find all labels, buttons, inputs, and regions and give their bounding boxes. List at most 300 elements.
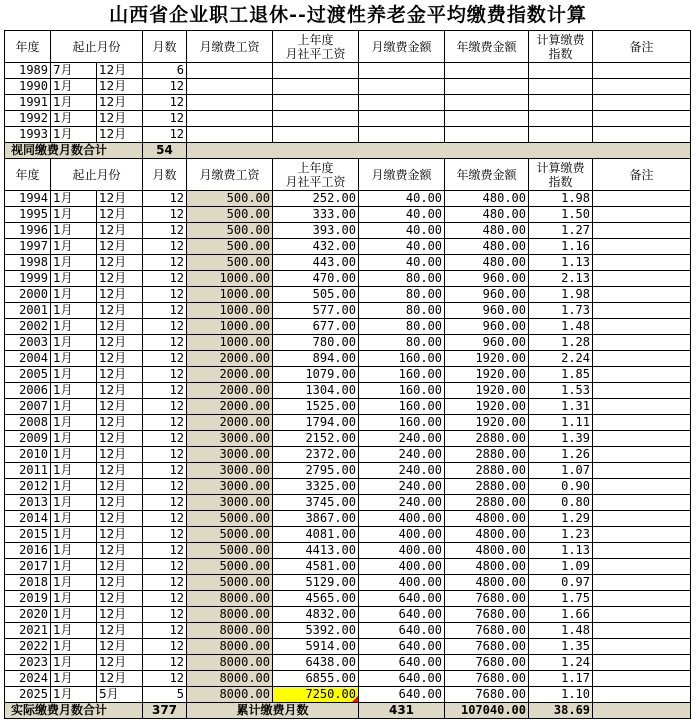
cell-yearly-amount[interactable]: 7680.00 — [445, 591, 529, 607]
cell-start-month[interactable]: 1月 — [51, 543, 97, 559]
cell-monthly-amount[interactable] — [359, 63, 445, 79]
cell-note[interactable] — [593, 447, 691, 463]
cell-start-month[interactable]: 1月 — [51, 79, 97, 95]
cell-index[interactable]: 1.07 — [529, 463, 593, 479]
cell-note[interactable] — [593, 335, 691, 351]
cell-note[interactable] — [593, 655, 691, 671]
cell-yearly-amount[interactable]: 2880.00 — [445, 479, 529, 495]
cell-index[interactable]: 1.10 — [529, 687, 593, 703]
cell-yearly-amount[interactable]: 1920.00 — [445, 351, 529, 367]
cell-note[interactable] — [593, 287, 691, 303]
cell-year[interactable]: 2001 — [5, 303, 51, 319]
cell-months[interactable]: 12 — [143, 511, 187, 527]
cell-year[interactable]: 2012 — [5, 479, 51, 495]
cell-note[interactable] — [593, 479, 691, 495]
cell-year[interactable]: 1992 — [5, 111, 51, 127]
cell-months[interactable]: 12 — [143, 383, 187, 399]
cell-index[interactable] — [529, 127, 593, 143]
cell-year[interactable]: 2017 — [5, 559, 51, 575]
cell-yearly-amount[interactable]: 480.00 — [445, 239, 529, 255]
cell-wage[interactable]: 1000.00 — [187, 303, 273, 319]
cell-yearly-amount[interactable]: 480.00 — [445, 191, 529, 207]
cell-index[interactable]: 1.16 — [529, 239, 593, 255]
cell-index[interactable]: 2.13 — [529, 271, 593, 287]
cell-note[interactable] — [593, 495, 691, 511]
cell-year[interactable]: 1997 — [5, 239, 51, 255]
cell-end-month[interactable]: 12月 — [97, 639, 143, 655]
cell-yearly-amount[interactable]: 960.00 — [445, 287, 529, 303]
cell-index[interactable] — [529, 111, 593, 127]
cell-end-month[interactable]: 12月 — [97, 271, 143, 287]
cell-end-month[interactable]: 12月 — [97, 415, 143, 431]
cell-index[interactable]: 0.97 — [529, 575, 593, 591]
cell-start-month[interactable]: 1月 — [51, 399, 97, 415]
cell-yearly-amount[interactable]: 480.00 — [445, 223, 529, 239]
cell-year[interactable]: 2018 — [5, 575, 51, 591]
cell-note[interactable] — [593, 623, 691, 639]
cell-months[interactable]: 12 — [143, 463, 187, 479]
cell-end-month[interactable]: 12月 — [97, 463, 143, 479]
cell-start-month[interactable]: 1月 — [51, 207, 97, 223]
cell-monthly-amount[interactable]: 400.00 — [359, 559, 445, 575]
cell-note[interactable] — [593, 271, 691, 287]
col-header-monthly-amount[interactable]: 月缴费金额 — [359, 159, 445, 191]
cell-year[interactable]: 1991 — [5, 95, 51, 111]
cell-wage[interactable]: 2000.00 — [187, 351, 273, 367]
cell-monthly-amount[interactable]: 160.00 — [359, 415, 445, 431]
cell-yearly-amount[interactable]: 2880.00 — [445, 463, 529, 479]
cell-months[interactable]: 12 — [143, 591, 187, 607]
cell-months[interactable]: 12 — [143, 287, 187, 303]
col-header-index[interactable]: 计算缴费 指数 — [529, 31, 593, 63]
cell-monthly-amount[interactable] — [359, 127, 445, 143]
cell-year[interactable]: 2000 — [5, 287, 51, 303]
cell-months[interactable]: 12 — [143, 655, 187, 671]
cell-yearly-amount[interactable]: 4800.00 — [445, 559, 529, 575]
cell-wage[interactable]: 1000.00 — [187, 335, 273, 351]
cell-monthly-amount[interactable]: 80.00 — [359, 335, 445, 351]
cell-start-month[interactable]: 1月 — [51, 559, 97, 575]
cell-end-month[interactable]: 5月 — [97, 687, 143, 703]
cell-note[interactable] — [593, 511, 691, 527]
cell-index[interactable]: 0.80 — [529, 495, 593, 511]
cell-monthly-amount[interactable]: 80.00 — [359, 287, 445, 303]
cell-start-month[interactable]: 1月 — [51, 111, 97, 127]
cell-yearly-amount[interactable]: 1920.00 — [445, 383, 529, 399]
cell-months[interactable]: 12 — [143, 303, 187, 319]
cell-start-month[interactable]: 1月 — [51, 127, 97, 143]
cell-end-month[interactable]: 12月 — [97, 287, 143, 303]
cell-index[interactable]: 1.24 — [529, 655, 593, 671]
cell-monthly-amount[interactable]: 40.00 — [359, 223, 445, 239]
cell-index[interactable]: 1.09 — [529, 559, 593, 575]
cell-year[interactable]: 2023 — [5, 655, 51, 671]
cell-monthly-amount[interactable]: 400.00 — [359, 543, 445, 559]
col-header-note[interactable]: 备注 — [593, 31, 691, 63]
cell-avg-wage[interactable]: 1794.00 — [273, 415, 359, 431]
deemed-total-value[interactable]: 54 — [143, 143, 187, 159]
cell-yearly-amount[interactable]: 480.00 — [445, 207, 529, 223]
cell-monthly-amount[interactable]: 240.00 — [359, 447, 445, 463]
cell-start-month[interactable]: 1月 — [51, 319, 97, 335]
cell-wage[interactable]: 8000.00 — [187, 623, 273, 639]
cell-avg-wage[interactable]: 4565.00 — [273, 591, 359, 607]
cell-yearly-amount[interactable] — [445, 63, 529, 79]
cell-note[interactable] — [593, 415, 691, 431]
cell-year[interactable]: 1996 — [5, 223, 51, 239]
cell-index[interactable]: 1.35 — [529, 639, 593, 655]
cell-yearly-amount[interactable]: 7680.00 — [445, 639, 529, 655]
cell-avg-wage[interactable]: 5129.00 — [273, 575, 359, 591]
col-header-months[interactable]: 月数 — [143, 31, 187, 63]
cell-months[interactable]: 5 — [143, 687, 187, 703]
cell-avg-wage[interactable]: 505.00 — [273, 287, 359, 303]
cell-note[interactable] — [593, 607, 691, 623]
cell-monthly-amount[interactable]: 640.00 — [359, 591, 445, 607]
cell-end-month[interactable]: 12月 — [97, 239, 143, 255]
cell-yearly-amount[interactable]: 7680.00 — [445, 671, 529, 687]
cell-start-month[interactable]: 1月 — [51, 463, 97, 479]
cell-monthly-amount[interactable]: 80.00 — [359, 271, 445, 287]
cell-year[interactable]: 2019 — [5, 591, 51, 607]
cell-year[interactable]: 1990 — [5, 79, 51, 95]
cell-yearly-amount[interactable]: 480.00 — [445, 255, 529, 271]
cell-yearly-amount[interactable]: 4800.00 — [445, 527, 529, 543]
cell-avg-wage[interactable]: 470.00 — [273, 271, 359, 287]
cell-avg-wage[interactable]: 6438.00 — [273, 655, 359, 671]
cell-year[interactable]: 2016 — [5, 543, 51, 559]
cell-end-month[interactable]: 12月 — [97, 79, 143, 95]
cell-months[interactable]: 12 — [143, 255, 187, 271]
cell-note[interactable] — [593, 207, 691, 223]
cell-year[interactable]: 2015 — [5, 527, 51, 543]
cell-index[interactable]: 1.48 — [529, 623, 593, 639]
cell-start-month[interactable]: 1月 — [51, 655, 97, 671]
cell-index[interactable] — [529, 63, 593, 79]
cell-avg-wage[interactable]: 333.00 — [273, 207, 359, 223]
cell-wage[interactable]: 8000.00 — [187, 639, 273, 655]
cell-index[interactable]: 1.13 — [529, 543, 593, 559]
cell-index[interactable]: 1.23 — [529, 527, 593, 543]
cell-year[interactable]: 2021 — [5, 623, 51, 639]
cell-index[interactable]: 2.24 — [529, 351, 593, 367]
cell-months[interactable]: 12 — [143, 623, 187, 639]
cell-end-month[interactable]: 12月 — [97, 543, 143, 559]
col-header-monthly-amount[interactable]: 月缴费金额 — [359, 31, 445, 63]
cell-wage[interactable]: 500.00 — [187, 191, 273, 207]
cell-months[interactable]: 12 — [143, 79, 187, 95]
cell-yearly-amount[interactable]: 4800.00 — [445, 511, 529, 527]
cell-index[interactable]: 1.29 — [529, 511, 593, 527]
cell-start-month[interactable]: 1月 — [51, 415, 97, 431]
cell-months[interactable]: 12 — [143, 447, 187, 463]
cell-end-month[interactable]: 12月 — [97, 431, 143, 447]
cell-months[interactable]: 12 — [143, 335, 187, 351]
col-header-avg-wage[interactable]: 上年度 月社平工资 — [273, 159, 359, 191]
cell-yearly-amount[interactable]: 960.00 — [445, 303, 529, 319]
cell-start-month[interactable]: 1月 — [51, 367, 97, 383]
cell-wage[interactable]: 500.00 — [187, 239, 273, 255]
cell-end-month[interactable]: 12月 — [97, 255, 143, 271]
cell-monthly-amount[interactable]: 400.00 — [359, 527, 445, 543]
col-header-months[interactable]: 月数 — [143, 159, 187, 191]
cell-months[interactable]: 12 — [143, 607, 187, 623]
cell-yearly-amount[interactable] — [445, 127, 529, 143]
cell-months[interactable]: 12 — [143, 239, 187, 255]
cell-start-month[interactable]: 1月 — [51, 223, 97, 239]
cell-end-month[interactable]: 12月 — [97, 207, 143, 223]
cell-start-month[interactable]: 1月 — [51, 431, 97, 447]
cell-months[interactable]: 12 — [143, 207, 187, 223]
cell-start-month[interactable]: 1月 — [51, 271, 97, 287]
cell-monthly-amount[interactable]: 640.00 — [359, 687, 445, 703]
cell-year[interactable]: 2022 — [5, 639, 51, 655]
cell-year[interactable]: 2008 — [5, 415, 51, 431]
cell-note[interactable] — [593, 367, 691, 383]
cell-year[interactable]: 1998 — [5, 255, 51, 271]
cell-months[interactable]: 12 — [143, 95, 187, 111]
cell-avg-wage[interactable]: 780.00 — [273, 335, 359, 351]
cell-end-month[interactable]: 12月 — [97, 367, 143, 383]
cell-avg-wage[interactable]: 577.00 — [273, 303, 359, 319]
cell-avg-wage[interactable]: 393.00 — [273, 223, 359, 239]
cell-year[interactable]: 2010 — [5, 447, 51, 463]
col-header-yearly-amount[interactable]: 年缴费金额 — [445, 159, 529, 191]
cell-yearly-amount[interactable]: 2880.00 — [445, 447, 529, 463]
cell-start-month[interactable]: 1月 — [51, 495, 97, 511]
cell-avg-wage[interactable]: 432.00 — [273, 239, 359, 255]
cell-start-month[interactable]: 1月 — [51, 591, 97, 607]
cell-end-month[interactable]: 12月 — [97, 127, 143, 143]
cell-index[interactable]: 1.48 — [529, 319, 593, 335]
cell-note[interactable] — [593, 399, 691, 415]
cell-wage[interactable]: 2000.00 — [187, 399, 273, 415]
cell-start-month[interactable]: 1月 — [51, 527, 97, 543]
cell-end-month[interactable]: 12月 — [97, 511, 143, 527]
cell-wage[interactable]: 500.00 — [187, 207, 273, 223]
cell-avg-wage[interactable] — [273, 95, 359, 111]
cell-end-month[interactable]: 12月 — [97, 63, 143, 79]
cell-monthly-amount[interactable] — [359, 79, 445, 95]
cell-monthly-amount[interactable]: 240.00 — [359, 431, 445, 447]
cell-year[interactable]: 1995 — [5, 207, 51, 223]
cell-wage[interactable]: 1000.00 — [187, 287, 273, 303]
cell-end-month[interactable]: 12月 — [97, 223, 143, 239]
cell-note[interactable] — [593, 591, 691, 607]
cell-start-month[interactable]: 1月 — [51, 383, 97, 399]
total-note[interactable] — [593, 703, 691, 719]
cell-year[interactable]: 2011 — [5, 463, 51, 479]
cell-months[interactable]: 12 — [143, 543, 187, 559]
cell-end-month[interactable]: 12月 — [97, 575, 143, 591]
cell-note[interactable] — [593, 255, 691, 271]
cell-monthly-amount[interactable]: 160.00 — [359, 367, 445, 383]
cell-end-month[interactable]: 12月 — [97, 303, 143, 319]
cell-months[interactable]: 12 — [143, 639, 187, 655]
cell-year[interactable]: 2014 — [5, 511, 51, 527]
cell-months[interactable]: 12 — [143, 495, 187, 511]
cell-note[interactable] — [593, 687, 691, 703]
col-header-year[interactable]: 年度 — [5, 31, 51, 63]
cell-start-month[interactable]: 1月 — [51, 639, 97, 655]
col-header-wage[interactable]: 月缴费工资 — [187, 159, 273, 191]
cell-index[interactable]: 1.85 — [529, 367, 593, 383]
cell-year[interactable]: 2009 — [5, 431, 51, 447]
cell-index[interactable]: 1.17 — [529, 671, 593, 687]
cell-end-month[interactable]: 12月 — [97, 335, 143, 351]
cell-avg-wage[interactable]: 4081.00 — [273, 527, 359, 543]
cell-avg-wage[interactable]: 6855.00 — [273, 671, 359, 687]
cell-wage[interactable]: 8000.00 — [187, 687, 273, 703]
cell-note[interactable] — [593, 303, 691, 319]
cell-end-month[interactable]: 12月 — [97, 191, 143, 207]
cell-end-month[interactable]: 12月 — [97, 655, 143, 671]
cell-index[interactable]: 1.26 — [529, 447, 593, 463]
cell-end-month[interactable]: 12月 — [97, 559, 143, 575]
cell-start-month[interactable]: 1月 — [51, 303, 97, 319]
cell-year[interactable]: 2002 — [5, 319, 51, 335]
cell-monthly-amount[interactable]: 160.00 — [359, 399, 445, 415]
cell-avg-wage[interactable] — [273, 63, 359, 79]
cell-months[interactable]: 12 — [143, 191, 187, 207]
cell-index[interactable]: 1.53 — [529, 383, 593, 399]
col-header-index[interactable]: 计算缴费 指数 — [529, 159, 593, 191]
actual-months-label[interactable]: 实际缴费月数合计 — [5, 703, 143, 719]
cell-start-month[interactable]: 1月 — [51, 511, 97, 527]
cell-end-month[interactable]: 12月 — [97, 447, 143, 463]
cell-index[interactable]: 1.28 — [529, 335, 593, 351]
cell-note[interactable] — [593, 383, 691, 399]
cell-start-month[interactable]: 1月 — [51, 191, 97, 207]
cell-avg-wage[interactable]: 3867.00 — [273, 511, 359, 527]
cell-index[interactable]: 1.50 — [529, 207, 593, 223]
cell-avg-wage[interactable]: 7250.00 — [273, 687, 359, 703]
yearly-amount-total[interactable]: 107040.00 — [445, 703, 529, 719]
cell-wage[interactable]: 3000.00 — [187, 463, 273, 479]
cell-note[interactable] — [593, 671, 691, 687]
cell-start-month[interactable]: 1月 — [51, 687, 97, 703]
cell-note[interactable] — [593, 63, 691, 79]
cell-yearly-amount[interactable]: 7680.00 — [445, 655, 529, 671]
cell-year[interactable]: 2024 — [5, 671, 51, 687]
cell-note[interactable] — [593, 351, 691, 367]
cell-monthly-amount[interactable] — [359, 95, 445, 111]
cell-months[interactable]: 12 — [143, 223, 187, 239]
cell-avg-wage[interactable]: 4581.00 — [273, 559, 359, 575]
cell-end-month[interactable]: 12月 — [97, 383, 143, 399]
cell-note[interactable] — [593, 111, 691, 127]
cell-avg-wage[interactable]: 2152.00 — [273, 431, 359, 447]
cell-year[interactable]: 2004 — [5, 351, 51, 367]
cell-index[interactable] — [529, 79, 593, 95]
cell-start-month[interactable]: 1月 — [51, 447, 97, 463]
cell-wage[interactable]: 8000.00 — [187, 607, 273, 623]
cell-months[interactable]: 6 — [143, 63, 187, 79]
cell-wage[interactable] — [187, 95, 273, 111]
cell-index[interactable]: 1.66 — [529, 607, 593, 623]
cell-months[interactable]: 12 — [143, 319, 187, 335]
cell-monthly-amount[interactable]: 640.00 — [359, 655, 445, 671]
cell-avg-wage[interactable]: 252.00 — [273, 191, 359, 207]
cell-monthly-amount[interactable]: 240.00 — [359, 495, 445, 511]
col-header-wage[interactable]: 月缴费工资 — [187, 31, 273, 63]
cell-end-month[interactable]: 12月 — [97, 479, 143, 495]
cell-months[interactable]: 12 — [143, 431, 187, 447]
cell-monthly-amount[interactable]: 80.00 — [359, 303, 445, 319]
cell-monthly-amount[interactable] — [359, 111, 445, 127]
col-header-yearly-amount[interactable]: 年缴费金额 — [445, 31, 529, 63]
cell-year[interactable]: 2013 — [5, 495, 51, 511]
cell-end-month[interactable]: 12月 — [97, 607, 143, 623]
cell-avg-wage[interactable]: 677.00 — [273, 319, 359, 335]
cell-index[interactable]: 1.39 — [529, 431, 593, 447]
cell-avg-wage[interactable]: 5914.00 — [273, 639, 359, 655]
cell-wage[interactable] — [187, 111, 273, 127]
cell-avg-wage[interactable]: 4413.00 — [273, 543, 359, 559]
cell-months[interactable]: 12 — [143, 671, 187, 687]
cell-avg-wage[interactable]: 1304.00 — [273, 383, 359, 399]
cell-year[interactable]: 2007 — [5, 399, 51, 415]
cell-months[interactable]: 12 — [143, 559, 187, 575]
cell-avg-wage[interactable]: 1525.00 — [273, 399, 359, 415]
cell-monthly-amount[interactable]: 40.00 — [359, 239, 445, 255]
cell-avg-wage[interactable]: 1079.00 — [273, 367, 359, 383]
deemed-total-fill[interactable] — [187, 143, 691, 159]
cell-avg-wage[interactable]: 4832.00 — [273, 607, 359, 623]
cell-yearly-amount[interactable]: 1920.00 — [445, 415, 529, 431]
cell-wage[interactable]: 5000.00 — [187, 511, 273, 527]
cell-start-month[interactable]: 1月 — [51, 671, 97, 687]
cell-yearly-amount[interactable]: 960.00 — [445, 319, 529, 335]
cell-note[interactable] — [593, 527, 691, 543]
cell-index[interactable]: 1.98 — [529, 287, 593, 303]
cell-start-month[interactable]: 1月 — [51, 623, 97, 639]
cell-index[interactable]: 1.98 — [529, 191, 593, 207]
cell-end-month[interactable]: 12月 — [97, 671, 143, 687]
cell-wage[interactable] — [187, 79, 273, 95]
cell-avg-wage[interactable]: 3745.00 — [273, 495, 359, 511]
cell-wage[interactable]: 1000.00 — [187, 271, 273, 287]
cell-months[interactable]: 12 — [143, 367, 187, 383]
cell-avg-wage[interactable]: 443.00 — [273, 255, 359, 271]
cell-note[interactable] — [593, 127, 691, 143]
cell-note[interactable] — [593, 191, 691, 207]
cumulative-months-label[interactable]: 累计缴费月数 — [187, 703, 359, 719]
cell-wage[interactable]: 5000.00 — [187, 575, 273, 591]
cell-avg-wage[interactable]: 2372.00 — [273, 447, 359, 463]
cell-months[interactable]: 12 — [143, 399, 187, 415]
cell-index[interactable]: 1.75 — [529, 591, 593, 607]
cell-monthly-amount[interactable]: 40.00 — [359, 255, 445, 271]
cell-start-month[interactable]: 7月 — [51, 63, 97, 79]
cell-start-month[interactable]: 1月 — [51, 239, 97, 255]
cell-monthly-amount[interactable]: 160.00 — [359, 383, 445, 399]
col-header-year[interactable]: 年度 — [5, 159, 51, 191]
cell-start-month[interactable]: 1月 — [51, 607, 97, 623]
cell-avg-wage[interactable]: 3325.00 — [273, 479, 359, 495]
cell-end-month[interactable]: 12月 — [97, 527, 143, 543]
cell-start-month[interactable]: 1月 — [51, 335, 97, 351]
cell-wage[interactable]: 1000.00 — [187, 319, 273, 335]
cell-monthly-amount[interactable]: 640.00 — [359, 671, 445, 687]
cell-wage[interactable]: 2000.00 — [187, 383, 273, 399]
cell-avg-wage[interactable]: 894.00 — [273, 351, 359, 367]
deemed-total-label[interactable]: 视同缴费月数合计 — [5, 143, 143, 159]
col-header-note[interactable]: 备注 — [593, 159, 691, 191]
cell-index[interactable]: 1.73 — [529, 303, 593, 319]
cell-end-month[interactable]: 12月 — [97, 399, 143, 415]
cell-year[interactable]: 2025 — [5, 687, 51, 703]
